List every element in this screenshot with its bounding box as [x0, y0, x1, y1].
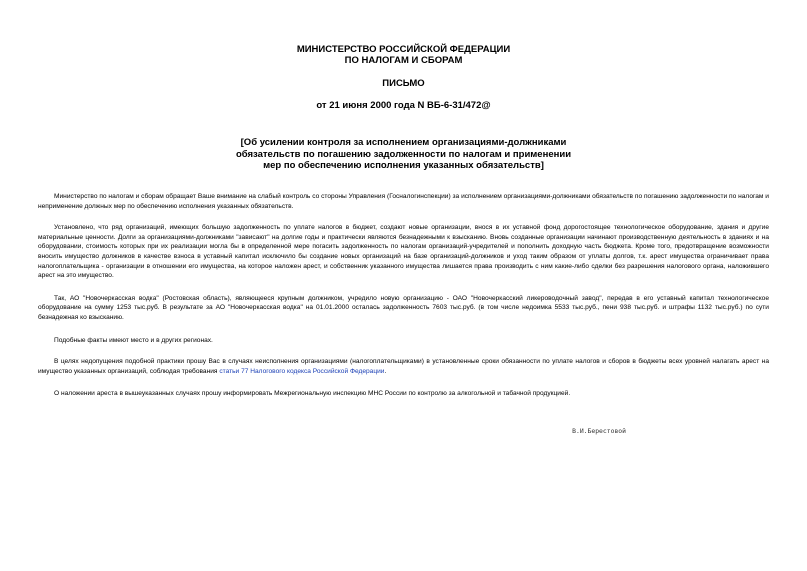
paragraph-5-text: В целях недопущения подобной практики прошу Вас в случаях неисполнения организациями (налогоплательщиками) в установленные сроки обязанности по уплате налогов и сборов в бюджеты всех уровней налагать арест на имущество указанных организаций, соблюдая требования	[38, 358, 769, 375]
paragraph-2: Установлено, что ряд организаций, имеющих большую задолженность по уплате налогов в бюджет, создают новые организации, внося в их уставной фонд дорогостоящее технологическое оборудование, здания и другие материальные ценности. Долги за организациями-должниками "зависают" на долгие годы и практически являются безнадежными к взысканию. Вновь созданные организации начинают производственную деятельность в зданиях и на оборудовании, стоимость которых при их реализации могла бы в определенной мере погасить задолженность по налогам организаций-учредителей и пополнить доходную часть бюджета. Кроме того, предотвращение возможности вносить имущество должников в качестве взноса в уставный капитал исключило бы создание новых организаций на базе организаций-должников и уход таким образом от уплаты долгов, т.к. арест имущества ограничивает права налогоплательщика - организации в отношении его имущества, на которое наложен арест, и собственник указанного имущества лишается права производить с ним какие-либо сделки без разрешения налогового органа, наложившего арест на это имущество.	[38, 224, 769, 280]
paragraph-6: О наложении ареста в вышеуказанных случаях прошу информировать Межрегиональную инспекцию МНС России по контролю за алкогольной и табачной продукцией.	[54, 390, 571, 398]
subject-line-2: обязательств по погашению задолженности по налогам и применении	[235, 148, 572, 160]
paragraph-5-end: .	[384, 367, 387, 375]
ministry-name-line-2: ПО НАЛОГАМ И СБОРАМ	[344, 55, 463, 66]
ministry-header	[0, 44, 807, 66]
document-body	[38, 192, 769, 412]
paragraph-3: Так, АО "Новочеркасская водка" (Ростовская область), являющееся крупным должником, учредило новую организацию - ОАО "Новочеркасский ликероводочный завод", передав в его уставный капитал технологическое оборудование на сумму 1253 тыс.руб. В результате за АО "Новочеркасская водка" на 01.01.2000 осталась задолженность 7603 тыс.руб. (в том числе недоимка 5533 тыс.руб., пени 938 тыс.руб. и штрафы 1132 тыс.руб.) по сути безнадежная ко взысканию.	[38, 294, 769, 321]
subject-line-1: [Об усилении контроля за исполнением организациями-должниками	[240, 137, 567, 148]
paragraph-5	[38, 357, 769, 376]
document-date-number: от 21 июня 2000 года N ВБ-6-31/472@	[316, 100, 491, 111]
document-subject	[0, 137, 807, 172]
ministry-name-line-1: МИНИСТЕРСТВО РОССИЙСКОЙ ФЕДЕРАЦИИ	[296, 44, 511, 55]
paragraph-1: Министерство по налогам и сборам обращает Ваше внимание на слабый контроль со стороны Управления (Госналогинспекции) за исполнением организациями-должниками обязательств по погашению задолженности по налогам и неприменение должных мер по обеспечению исполнения указанных обязательств.	[38, 193, 769, 210]
subject-line-3: мер по обеспечению исполнения указанных обязательств]	[263, 160, 544, 171]
paragraph-4: Подобные факты имеют место и в других регионах.	[54, 336, 213, 344]
tax-code-article-77-link[interactable]: статьи 77 Налогового кодекса Российской Федерации	[219, 367, 385, 375]
signature: В.И.Берестовой	[572, 427, 626, 435]
document-type: ПИСЬМО	[382, 78, 425, 89]
